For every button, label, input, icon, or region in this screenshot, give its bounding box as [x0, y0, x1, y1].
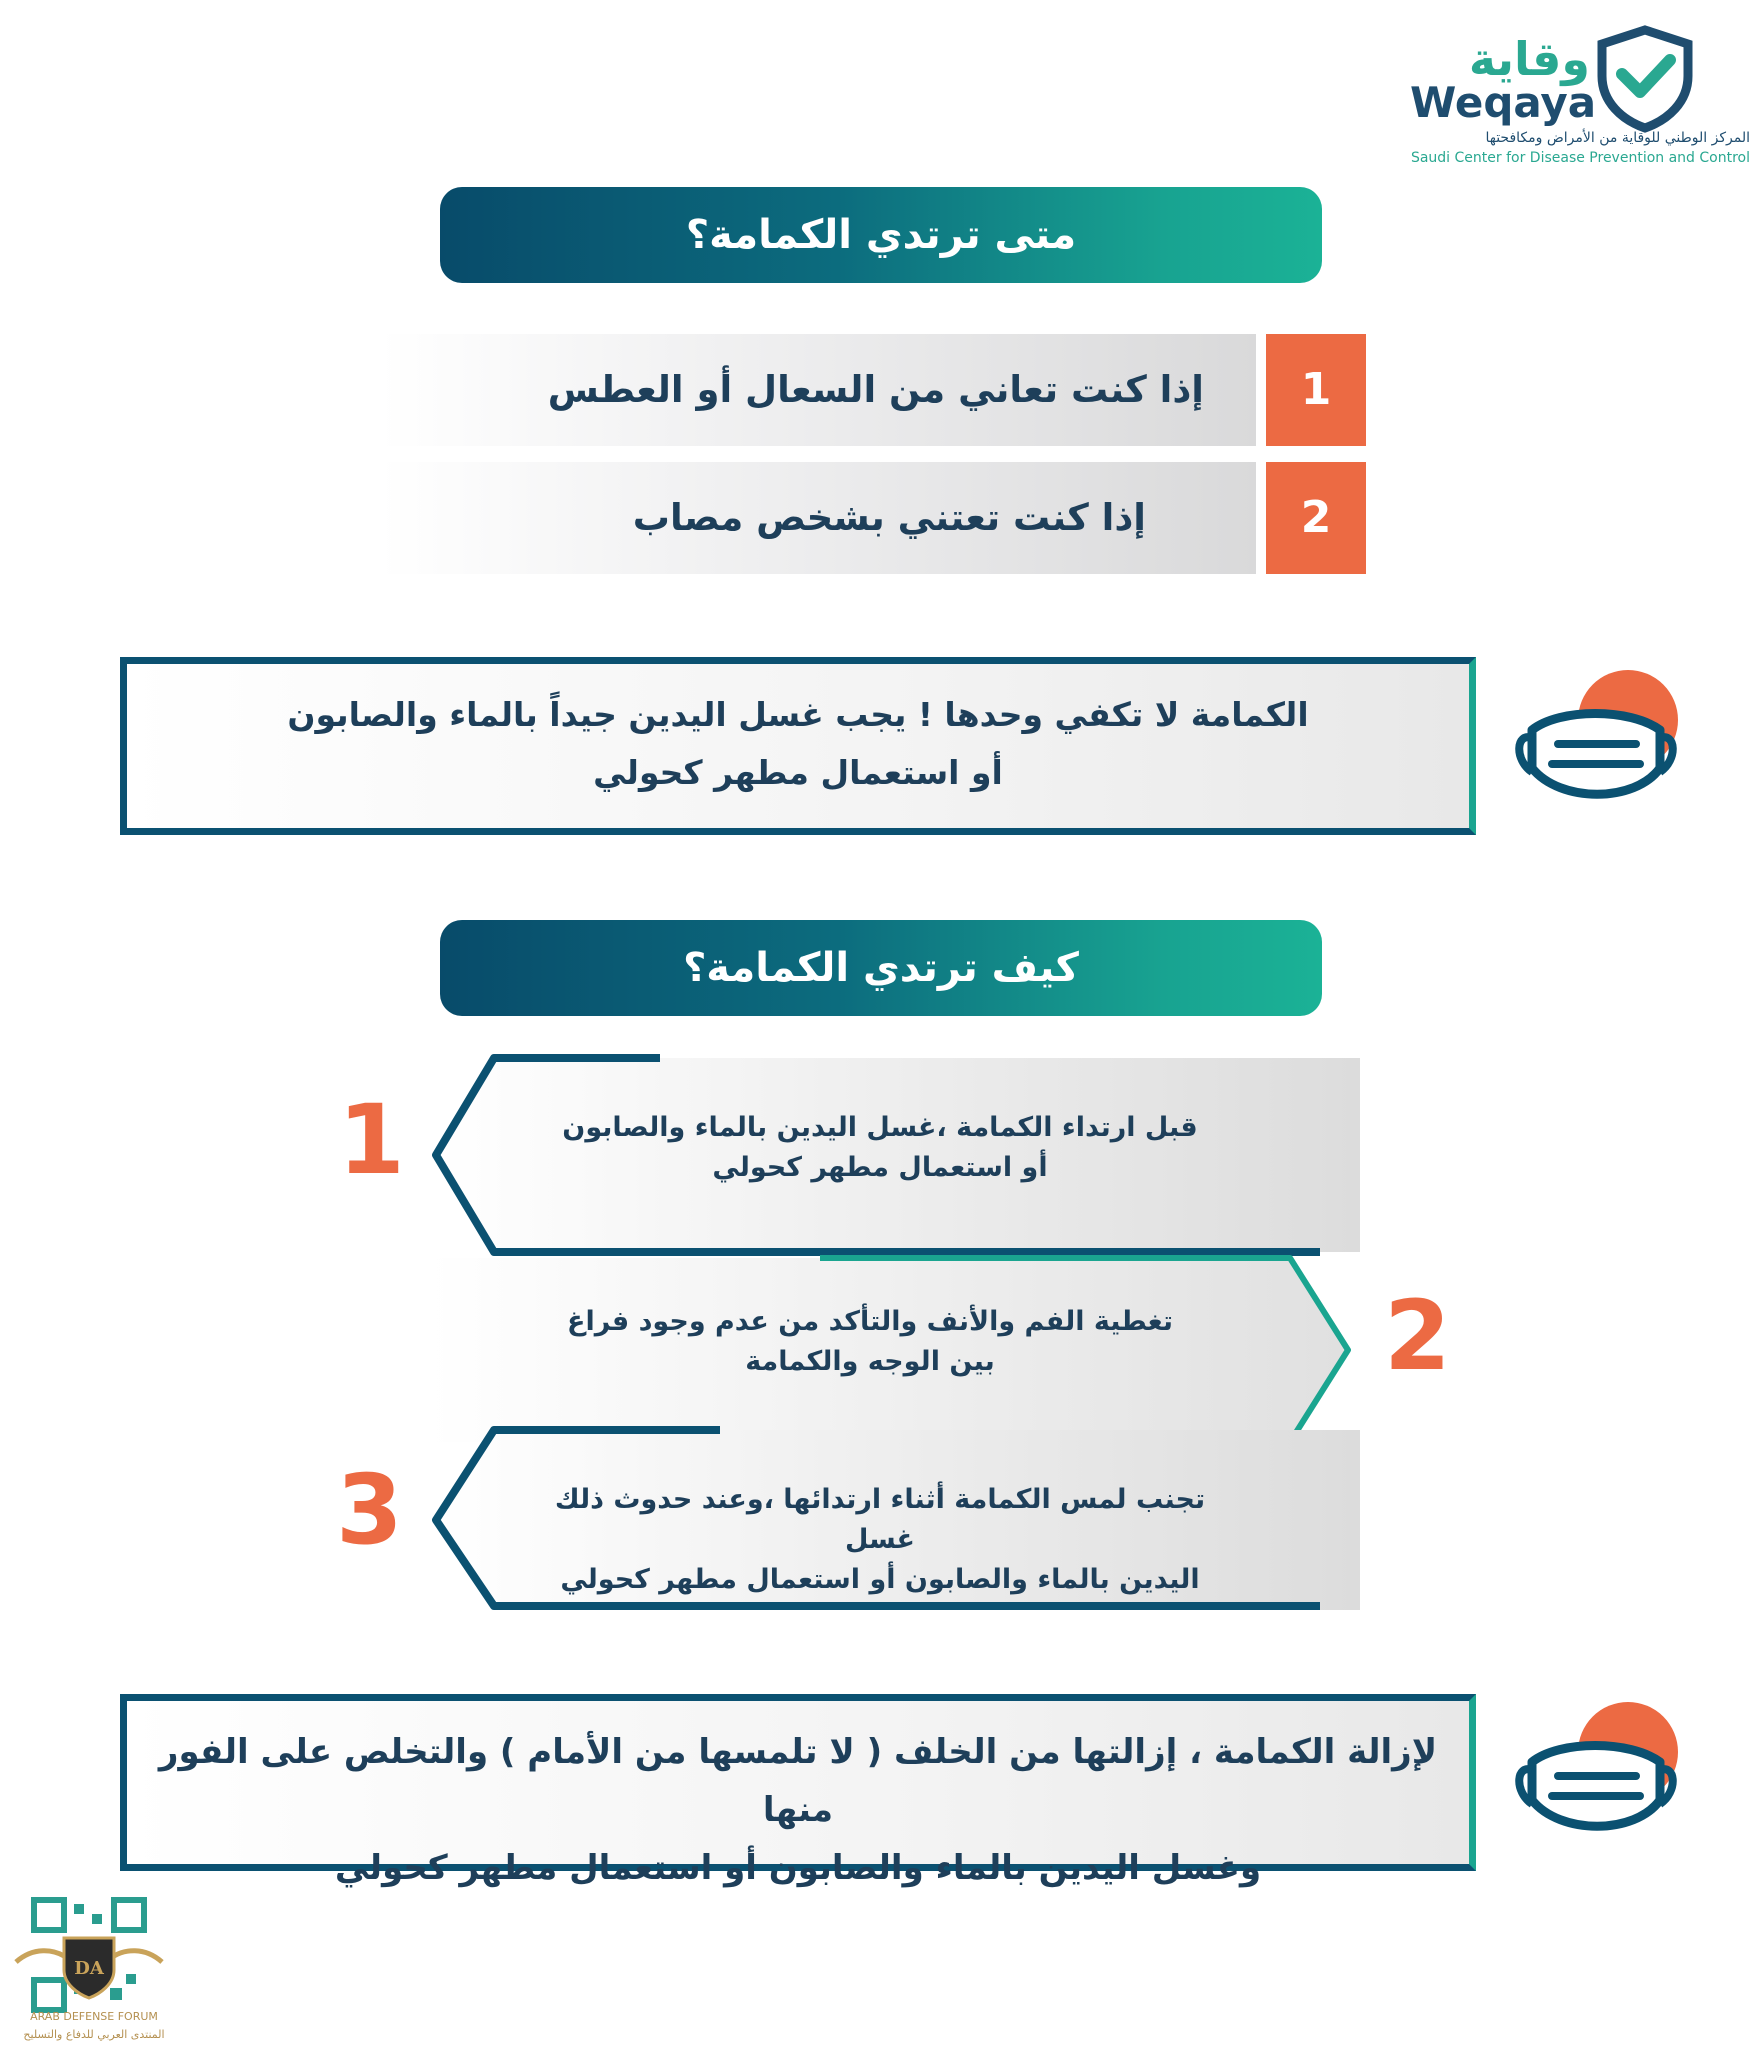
removal-line-1: لإزالة الكمامة ، إزالتها من الخلف ( لا تلمسها من الأمام ) والتخلص على الفور منها [158, 1732, 1438, 1830]
how-step-number: 2 [1384, 1280, 1451, 1392]
how-step-text [540, 1302, 1200, 1382]
how-step-line-1: قبل ارتداء الكمامة ،غسل اليدين بالماء والصابون [562, 1112, 1198, 1143]
how-step-line-1: تغطية الفم والأنف والتأكد من عدم وجود فراغ [567, 1306, 1173, 1337]
how-step-number: 3 [336, 1454, 403, 1566]
forum-initials: DA [74, 1958, 104, 1979]
face-mask-icon [1510, 668, 1680, 818]
how-step-line-2: بين الوجه والكمامة [745, 1346, 995, 1377]
removal-line-2: وغسل اليدين بالماء والصابون أو استعمال مطهر كحولي [334, 1848, 1262, 1888]
how-step-line-1: تجنب لمس الكمامة أثناء ارتدائها ،وعند حدوث ذلك غسل [554, 1484, 1206, 1555]
how-step-text [520, 1480, 1240, 1600]
removal-box [120, 1694, 1476, 1888]
warning-line-2: أو استعمال مطهر كحولي [593, 753, 1003, 792]
warning-line-1: الكمامة لا تكفي وحدها ! يجب غسل اليدين جيداً بالماء والصابون [287, 695, 1309, 734]
logo-english-name: Weqaya [1410, 78, 1597, 127]
when-item-number: 2 [1266, 462, 1366, 574]
forum-name-english: ARAB DEFENSE FORUM [30, 2010, 158, 2023]
when-section-title: متى ترتدي الكمامة؟ [440, 187, 1322, 283]
logo-arabic-name: وقاية [1468, 32, 1590, 86]
forum-name-arabic: المنتدى العربي للدفاع والتسليح [23, 2028, 165, 2041]
warning-box [120, 657, 1476, 835]
how-step-line-2: اليدين بالماء والصابون أو استعمال مطهر كحولي [560, 1564, 1200, 1595]
logo-subtitle-arabic: المركز الوطني للوقاية من الأمراض ومكافحتها [1485, 130, 1750, 146]
logo-shield-icon [1590, 24, 1700, 134]
when-item-number: 1 [1266, 334, 1366, 446]
how-step-number: 1 [338, 1084, 405, 1196]
how-section-title: كيف ترتدي الكمامة؟ [440, 920, 1322, 1016]
when-item-text: إذا كنت تعاني من السعال أو العطس [380, 334, 1256, 446]
logo-subtitle-english: Saudi Center for Disease Prevention and Control [1410, 150, 1750, 166]
when-item-text: إذا كنت تعتني بشخص مصاب [380, 462, 1256, 574]
how-step-text [560, 1108, 1200, 1188]
face-mask-icon [1510, 1700, 1680, 1850]
how-step-line-2: أو استعمال مطهر كحولي [712, 1152, 1048, 1183]
